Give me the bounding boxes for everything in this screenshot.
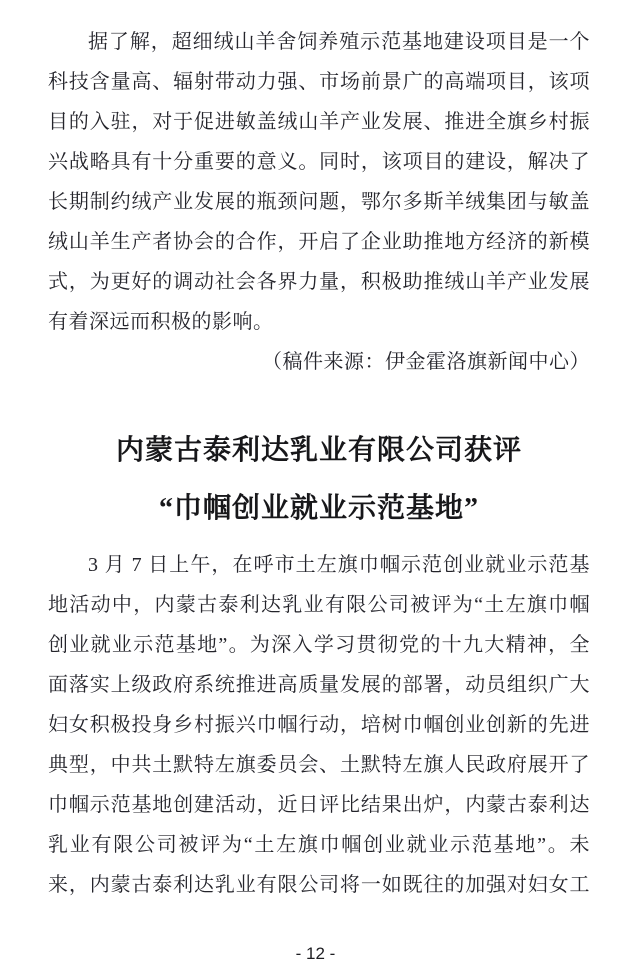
article2-text-line: 来，内蒙古泰利达乳业有限公司将一如既往的加强对妇女工 [48, 874, 590, 896]
article2-title [48, 422, 590, 538]
article1-text-line: 式，为更好的调动社会各界力量，积极助推绒山羊产业发展 [48, 271, 590, 293]
article1-text-line: 据了解，超细绒山羊舍饲养殖示范基地建设项目是一个 [88, 31, 590, 53]
article2-text-line: 地活动中，内蒙古泰利达乳业有限公司被评为“土左旗巾帼 [48, 594, 590, 616]
article2-text-line: 典型，中共土默特左旗委员会、土默特左旗人民政府展开了 [48, 754, 590, 776]
article2-text-line: 巾帼示范基地创建活动，近日评比结果出炉，内蒙古泰利达 [48, 794, 590, 816]
article2-text-line: 创业就业示范基地”。为深入学习贯彻党的十九大精神，全 [48, 634, 590, 656]
article2-text-line: 妇女积极投身乡村振兴巾帼行动，培树巾帼创业创新的先进 [48, 714, 590, 736]
article2-title-line-1: 内蒙古泰利达乳业有限公司获评 [115, 435, 522, 466]
article1-text-line: 目的入驻，对于促进敏盖绒山羊产业发展、推进全旗乡村振 [48, 111, 590, 133]
article1-text-line: 长期制约绒产业发展的瓶颈问题，鄂尔多斯羊绒集团与敏盖 [48, 191, 590, 213]
article2-text-line: 乳业有限公司被评为“土左旗巾帼创业就业示范基地”。未 [48, 834, 590, 856]
article2-body-paragraph [48, 545, 590, 905]
article2-text-line: 3 月 7 日上午，在呼市土左旗巾帼示范创业就业示范基 [88, 554, 590, 576]
article1-text-line: 有着深远而积极的影响。 [48, 311, 274, 333]
article1-text-line: 科技含量高、辐射带动力强、市场前景广的高端项目，该项 [48, 71, 590, 93]
article1-text-line: 绒山羊生产者协会的合作，开启了企业助推地方经济的新模 [48, 231, 590, 253]
article2-title-line-2: “巾帼创业就业示范基地” [158, 493, 479, 524]
article1-body-paragraph [48, 22, 590, 342]
article1-text-line: 兴战略具有十分重要的意义。同时，该项目的建设，解决了 [48, 151, 590, 173]
article2-text-line: 面落实上级政府系统推进高质量发展的部署，动员组织广大 [48, 674, 590, 696]
page-number: - 12 - [295, 944, 336, 963]
article1-source-attribution: （稿件来源：伊金霍洛旗新闻中心） [262, 351, 590, 373]
